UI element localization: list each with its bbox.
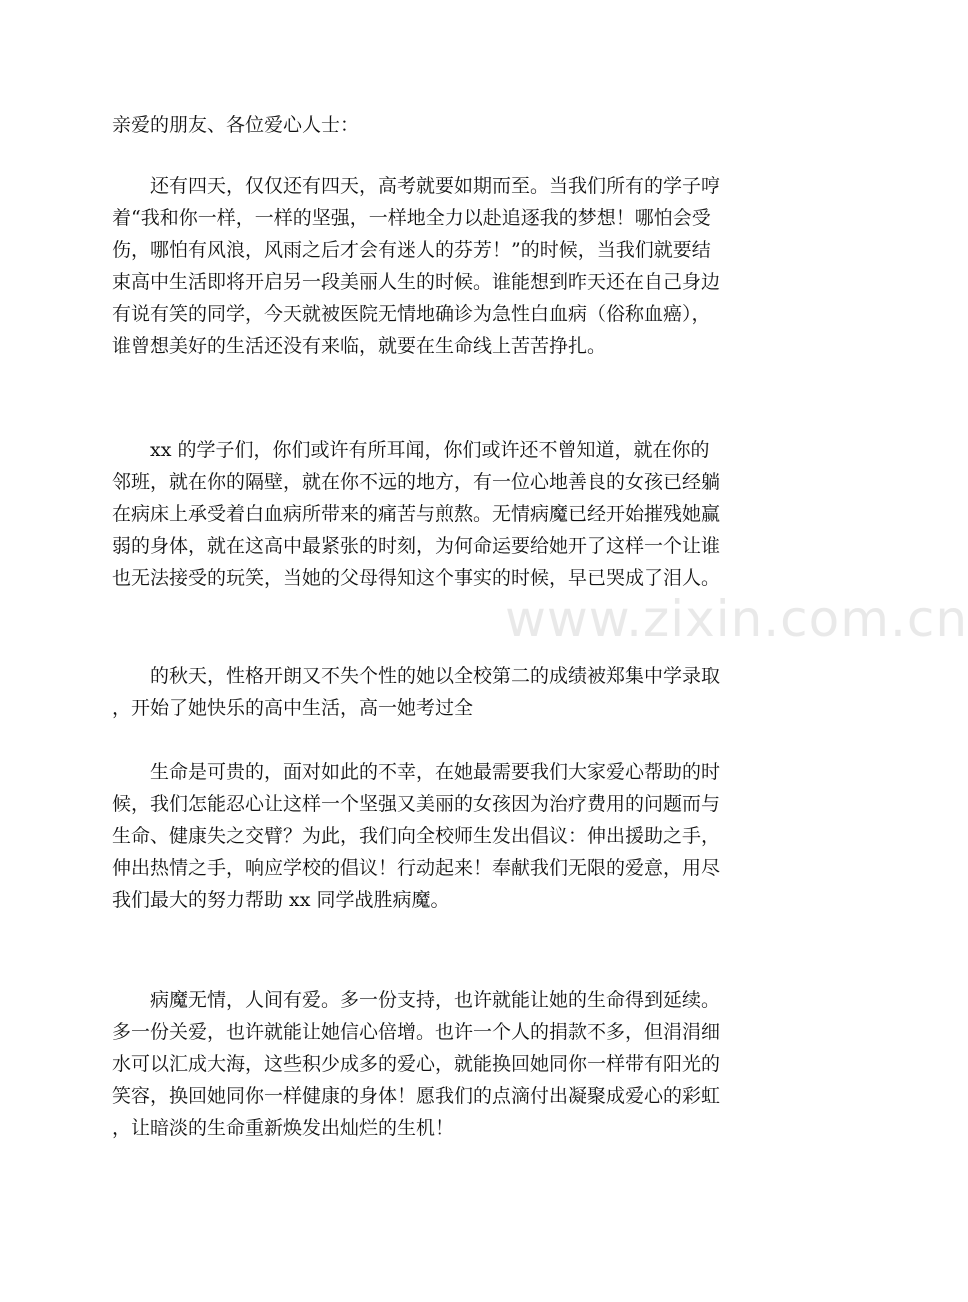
paragraph-line: 也无法接受的玩笑，当她的父母得知这个事实的时候，早已哭成了泪人。: [112, 567, 721, 589]
paragraph-line: 多一份关爱，也许就能让她信心倍增。也许一个人的捐款不多，但涓涓细: [112, 1021, 721, 1043]
paragraph: [112, 756, 808, 916]
watermark: www.zixin.com.cn: [505, 590, 968, 648]
paragraph: [112, 660, 808, 724]
paragraph-line: 在病床上承受着白血病所带来的痛苦与煎熬。无情病魔已经开始摧残她赢: [112, 503, 721, 525]
paragraph-line: xx 的学子们，你们或许有所耳闻，你们或许还不曾知道，就在你的: [150, 439, 710, 461]
paragraph-line: 还有四天，仅仅还有四天，高考就要如期而至。当我们所有的学子哼: [150, 175, 721, 197]
paragraph-line: 水可以汇成大海，这些积少成多的爱心，就能换回她同你一样带有阳光的: [112, 1053, 721, 1075]
paragraph-line: 生命、健康失之交臂？为此，我们向全校师生发出倡议：伸出援助之手，: [112, 825, 721, 847]
paragraph-line: 伸出热情之手，响应学校的倡议！行动起来！奉献我们无限的爱意，用尽: [112, 857, 721, 879]
paragraph-line: 束高中生活即将开启另一段美丽人生的时候。谁能想到昨天还在自己身边: [112, 271, 721, 293]
paragraph-line: 有说有笑的同学，今天就被医院无情地确诊为急性白血病（俗称血癌），: [112, 303, 711, 325]
paragraph-line: 谁曾想美好的生活还没有来临，就要在生命线上苦苦挣扎。: [112, 335, 607, 357]
paragraph-line: 候，我们怎能忍心让这样一个坚强又美丽的女孩因为治疗费用的问题而与: [112, 793, 721, 815]
paragraph: [112, 984, 808, 1144]
paragraph: [112, 170, 808, 362]
paragraph-line: 我们最大的努力帮助 xx 同学战胜病魔。: [112, 889, 450, 911]
paragraph-line: 伤，哪怕有风浪，风雨之后才会有迷人的芬芳！”的时候，当我们就要结: [112, 239, 711, 261]
paragraph-line: 生命是可贵的，面对如此的不幸，在她最需要我们大家爱心帮助的时: [150, 761, 721, 783]
paragraph-line: ，让暗淡的生命重新焕发出灿烂的生机！: [112, 1117, 455, 1139]
paragraph-line: 病魔无情，人间有爱。多一份支持，也许就能让她的生命得到延续。: [150, 989, 721, 1011]
greeting-line: 亲爱的朋友、各位爱心人士：: [112, 114, 360, 136]
paragraph-line: 邻班，就在你的隔壁，就在你不远的地方，有一位心地善良的女孩已经躺: [112, 471, 721, 493]
paragraph-line: 弱的身体，就在这高中最紧张的时刻，为何命运要给她开了这样一个让谁: [112, 535, 721, 557]
paragraph-line: 着“我和你一样，一样的坚强，一样地全力以赴追逐我的梦想！哪怕会受: [112, 207, 711, 229]
paragraph-line: 的秋天，性格开朗又不失个性的她以全校第二的成绩被郑集中学录取: [150, 665, 721, 687]
paragraph-line: ，开始了她快乐的高中生活，高一她考过全: [112, 697, 474, 719]
paragraph-line: 笑容，换回她同你一样健康的身体！愿我们的点滴付出凝聚成爱心的彩虹: [112, 1085, 721, 1107]
paragraph: [112, 434, 808, 594]
